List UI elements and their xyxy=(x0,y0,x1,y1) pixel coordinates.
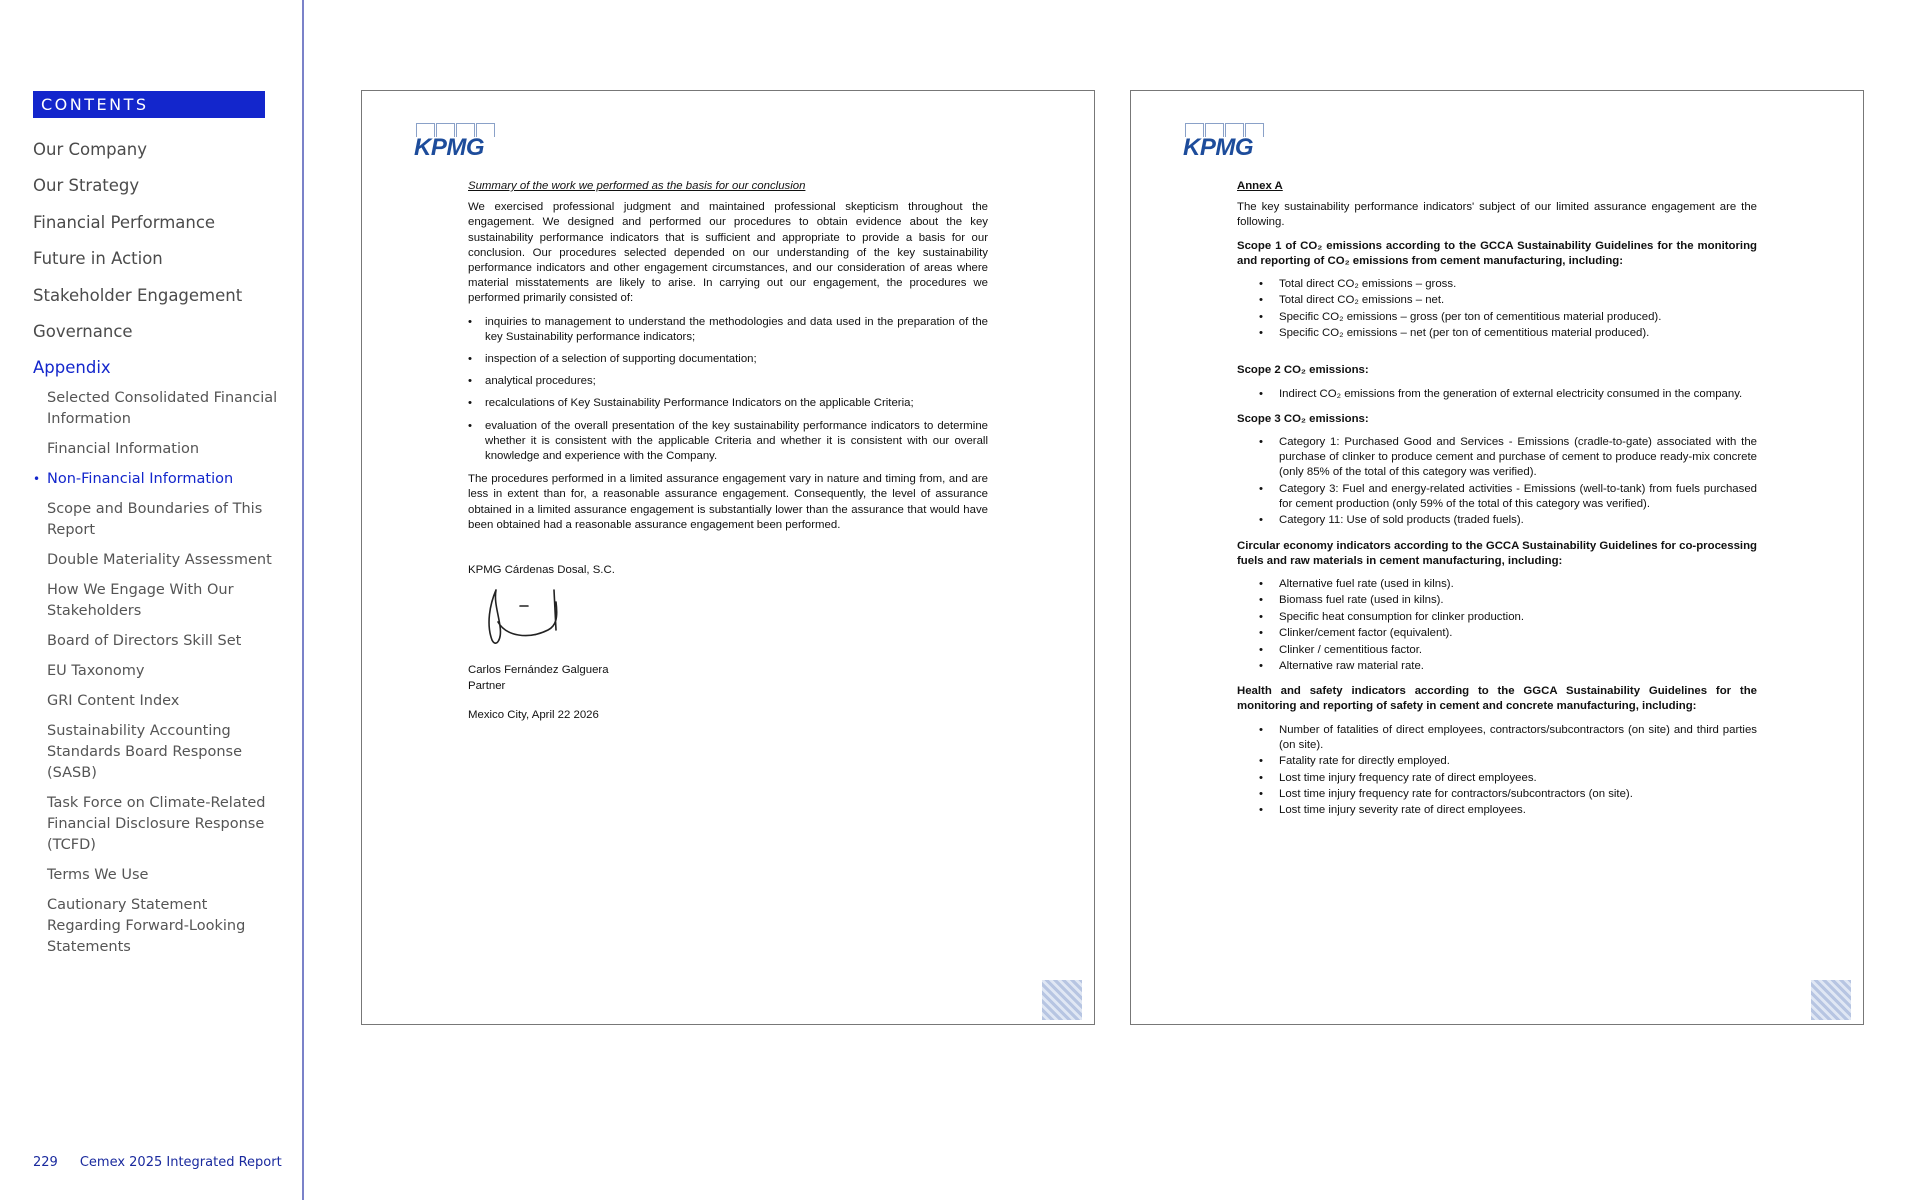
indicator-list xyxy=(1237,435,1757,529)
list-item: • recalculations of Key Sustainability Performance Indicators on the applicable Criteria; xyxy=(468,396,988,411)
subnav-item[interactable]: Selected Consolidated Financial Information xyxy=(47,390,278,427)
subnav-item[interactable]: Sustainability Accounting Standards Board Response (SASB) xyxy=(47,723,242,781)
subnav-item[interactable]: EU Taxonomy xyxy=(47,663,145,679)
section-heading: Health and safety indicators according to the GGCA Sustainability Guidelines for the monitoring and reporting of safety in cement and concrete manufacturing, including: xyxy=(1237,685,1757,713)
subnav-item-label: Non-Financial Information xyxy=(47,471,234,487)
subnav-item[interactable]: Task Force on Climate-Related Financial Disclosure Response (TCFD) xyxy=(47,795,266,853)
indicator-list xyxy=(1237,723,1757,819)
list-item: • Specific CO₂ emissions – gross (per ton of cementitious material produced). xyxy=(1237,310,1757,325)
section-heading: Scope 1 of CO₂ emissions according to the GCCA Sustainability Guidelines for the monitoring and reporting of CO₂ emissions from cement manufacturing, including: xyxy=(1237,239,1757,267)
active-bullet-icon: • xyxy=(33,472,41,486)
kpmg-logo-text: KPMG xyxy=(414,134,484,161)
subnav-item[interactable]: Terms We Use xyxy=(47,867,149,883)
subnav-item[interactable]: Financial Information xyxy=(47,441,200,457)
intro-paragraph: We exercised professional judgment and maintained professional skepticism throughout the engagement. We designed and performed our procedures to obtain evidence about the key sustainability performance indicators that is sufficient and appropriate to provide a basis for our conclusion. Our procedures selected depended on our understanding of the key sustainability performance indicators and other engagement circumstances, and our consideration of areas where material misstatements are likely to arise. In carrying out our engagement, the procedures we performed primarily consisted of: xyxy=(468,201,988,305)
firm-name: KPMG Cárdenas Dosal, S.C. xyxy=(468,564,615,577)
subnav-item[interactable]: Double Materiality Assessment xyxy=(47,552,272,568)
sidebar xyxy=(0,0,304,1200)
list-item: • Fatality rate for directly employed. xyxy=(1237,754,1757,769)
subnav-item[interactable]: Scope and Boundaries of This Report xyxy=(47,501,263,538)
list-item: • Number of fatalities of direct employees, contractors/subcontractors (on site) and third parties (on site). xyxy=(1237,723,1757,753)
indicator-list xyxy=(1237,577,1757,674)
nav-item-our-strategy[interactable]: Our Strategy xyxy=(33,176,140,196)
main-nav xyxy=(33,137,283,392)
report-title: Cemex 2025 Integrated Report xyxy=(79,1155,282,1170)
signer-title: Partner xyxy=(468,679,506,692)
list-item: • Clinker / cementitious factor. xyxy=(1237,643,1757,658)
section-title: Summary of the work we performed as the basis for our conclusion xyxy=(468,180,806,192)
list-item: • Clinker/cement factor (equivalent). xyxy=(1237,626,1757,641)
subnav-item[interactable]: Cautionary Statement Regarding Forward-Looking Statements xyxy=(47,897,246,955)
list-item: • Specific CO₂ emissions – net (per ton of cementitious material produced). xyxy=(1237,326,1757,341)
list-item: • Lost time injury frequency rate for contractors/subcontractors (on site). xyxy=(1237,787,1757,802)
subnav-item[interactable]: Board of Directors Skill Set xyxy=(47,633,242,649)
document-body xyxy=(1237,179,1757,829)
list-item: • analytical procedures; xyxy=(468,374,988,389)
kpmg-logo xyxy=(1183,123,1265,161)
kpmg-logo xyxy=(414,123,496,161)
contents-header: CONTENTS xyxy=(33,91,265,118)
document-page-left xyxy=(361,90,1095,1025)
qr-code xyxy=(1042,980,1082,1020)
kpmg-logo-text: KPMG xyxy=(1183,134,1253,161)
list-item: • Category 1: Purchased Good and Services - Emissions (cradle-to-gate) associated with the purchase of clinker to produce cement and purchase of cement to produce ready-mix concrete (only 85% of the total of this category was verified). xyxy=(1237,435,1757,481)
nav-item-appendix[interactable]: Appendix xyxy=(33,358,111,378)
list-item: • inspection of a selection of supporting documentation; xyxy=(468,352,988,367)
indicator-list xyxy=(1237,277,1757,341)
list-item: • Lost time injury severity rate of direct employees. xyxy=(1237,803,1757,818)
list-item: • evaluation of the overall presentation of the key sustainability performance indicators to determine whether it is consistent with the applicable Criteria and whether it is consistent with our overall knowledge and experience with the Company. xyxy=(468,419,988,465)
qr-code xyxy=(1811,980,1851,1020)
annex-intro: The key sustainability performance indicators' subject of our limited assurance engagement are the following. xyxy=(1237,201,1757,229)
list-item: • Biomass fuel rate (used in kilns). xyxy=(1237,593,1757,608)
nav-item-governance[interactable]: Governance xyxy=(33,321,133,341)
list-item: • inquiries to management to understand the methodologies and data used in the preparation of the key Sustainability performance indicators; xyxy=(468,315,988,345)
subnav-item[interactable]: GRI Content Index xyxy=(47,693,180,709)
annex-title: Annex A xyxy=(1237,180,1283,192)
nav-item-stakeholder-engagement[interactable]: Stakeholder Engagement xyxy=(33,285,243,305)
subnav-item[interactable]: How We Engage With Our Stakeholders xyxy=(47,582,234,619)
nav-item-future-in-action[interactable]: Future in Action xyxy=(33,249,163,269)
list-item: • Category 3: Fuel and energy-related activities - Emissions (well-to-tank) from fuels purchased for cement production (only 59% of the total of this category was verified). xyxy=(1237,482,1757,512)
document-page-right xyxy=(1130,90,1864,1025)
section-heading: Circular economy indicators according to the GCCA Sustainability Guidelines for co-processing fuels and raw materials in cement manufacturing, including: xyxy=(1237,539,1757,567)
closing-paragraph: The procedures performed in a limited assurance engagement vary in nature and timing from, and are less in extent than for, a reasonable assurance engagement. Consequently, the level of assurance obtained in a limited assurance engagement is substantially lower than the assurance that would have been obtained had a reasonable assurance engagement been performed. xyxy=(468,473,988,531)
nav-item-our-company[interactable]: Our Company xyxy=(33,140,147,159)
list-item: • Alternative fuel rate (used in kilns). xyxy=(1237,577,1757,592)
procedures-list xyxy=(468,315,988,465)
list-item: • Indirect CO₂ emissions from the generation of external electricity consumed in the company. xyxy=(1237,387,1757,402)
subnav-item-active[interactable] xyxy=(33,469,283,490)
date-line: Mexico City, April 22 2026 xyxy=(468,708,599,721)
nav-item-financial-performance[interactable]: Financial Performance xyxy=(33,212,216,232)
list-item: • Alternative raw material rate. xyxy=(1237,659,1757,674)
signature-block xyxy=(468,563,988,723)
appendix-subnav xyxy=(33,388,283,967)
list-item: • Category 11: Use of sold products (traded fuels). xyxy=(1237,513,1757,528)
footer xyxy=(33,1155,282,1170)
signature-image xyxy=(476,582,576,652)
indicator-list xyxy=(1237,387,1757,402)
list-item: • Total direct CO₂ emissions – gross. xyxy=(1237,277,1757,292)
section-heading: Scope 3 CO₂ emissions: xyxy=(1237,412,1369,425)
signer-name: Carlos Fernández Galguera xyxy=(468,664,609,677)
list-item: • Total direct CO₂ emissions – net. xyxy=(1237,293,1757,308)
list-item: • Specific heat consumption for clinker production. xyxy=(1237,610,1757,625)
page-number: 229 xyxy=(33,1155,58,1170)
list-item: • Lost time injury frequency rate of direct employees. xyxy=(1237,771,1757,786)
section-heading: Scope 2 CO₂ emissions: xyxy=(1237,364,1369,377)
document-body xyxy=(468,179,988,723)
